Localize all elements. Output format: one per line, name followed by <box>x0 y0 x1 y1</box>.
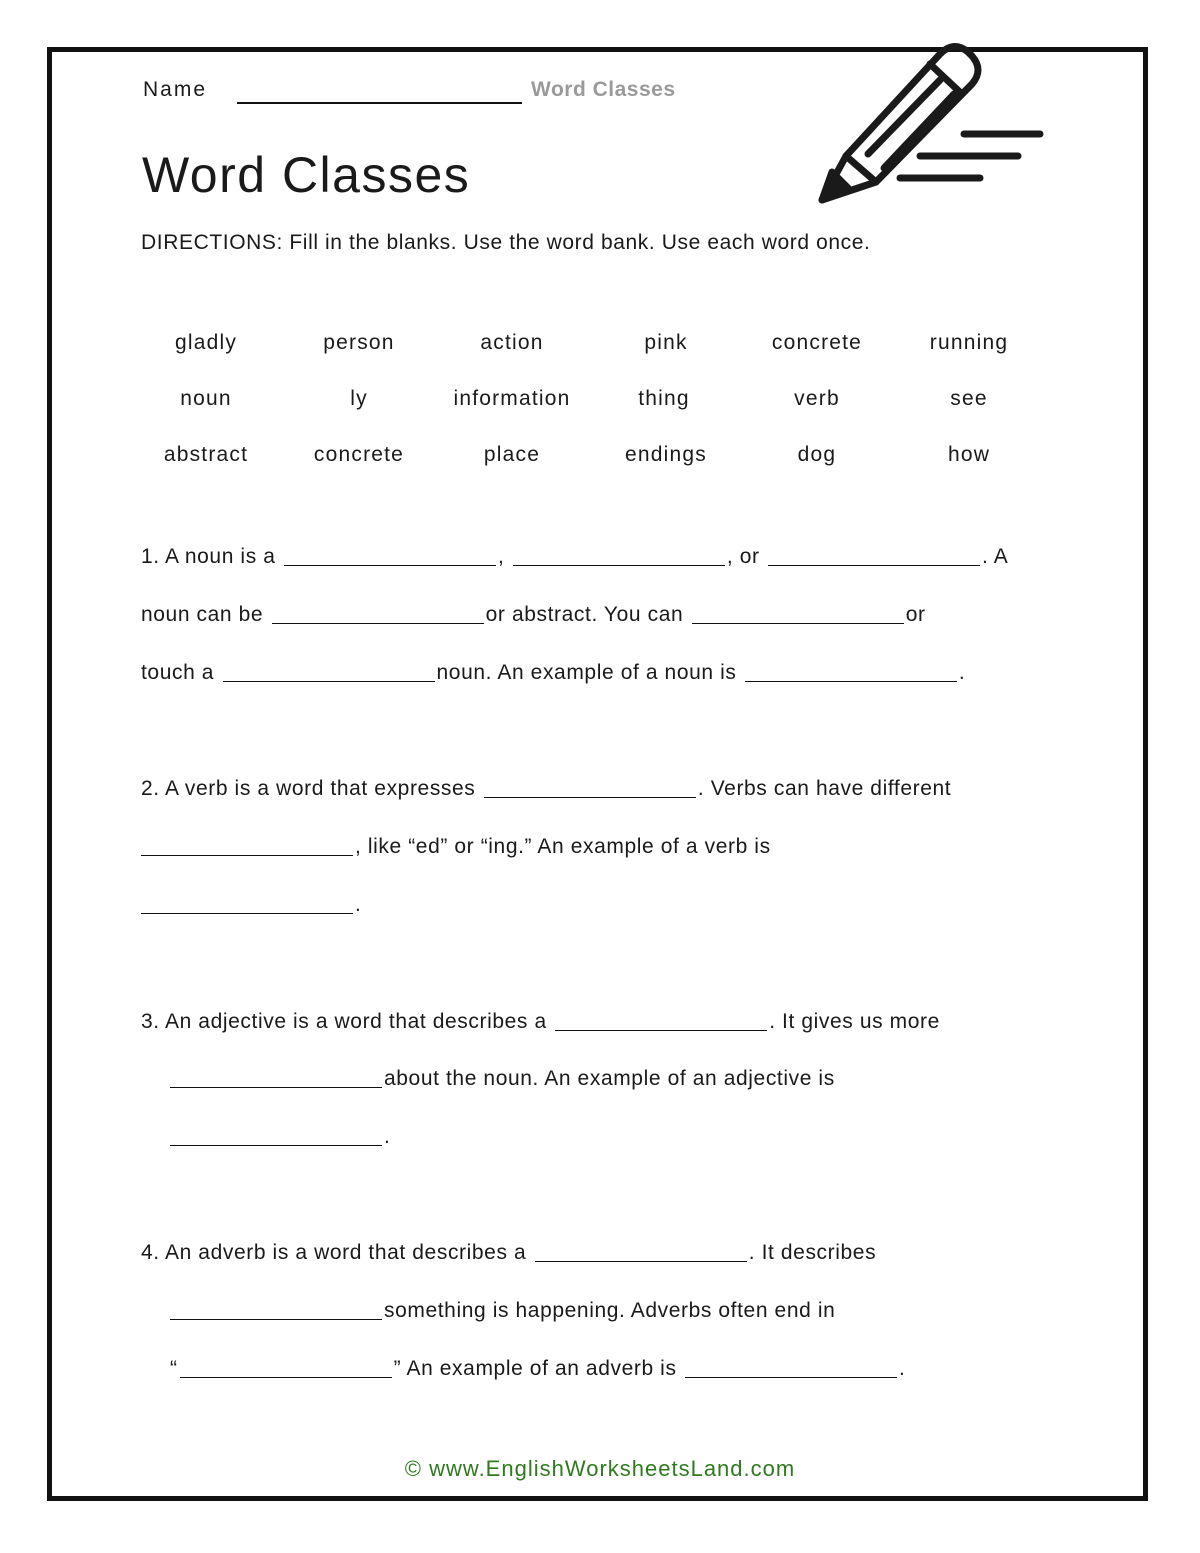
header-tag: Word Classes <box>531 78 676 101</box>
answer-blank[interactable] <box>223 680 435 682</box>
word-bank-item: action <box>480 331 544 354</box>
answer-blank[interactable] <box>141 854 353 856</box>
name-label: Name <box>143 78 208 101</box>
answer-blank[interactable] <box>692 622 904 624</box>
question-line <box>141 778 951 799</box>
question-line <box>141 1242 876 1263</box>
question-text: . It gives us more <box>769 1010 940 1033</box>
question-line <box>141 662 965 683</box>
question-text: . <box>958 661 966 684</box>
question-text: touch a <box>141 661 215 684</box>
question-text: 1. A noun is a <box>141 545 276 568</box>
question-text: , <box>497 545 505 568</box>
word-bank-item: see <box>950 387 988 410</box>
answer-blank[interactable] <box>555 1029 767 1031</box>
question-text: noun can be <box>141 603 264 626</box>
word-bank-item: endings <box>625 443 707 466</box>
word-bank-item: pink <box>644 331 688 354</box>
question-text: , like “ed” or “ing.” An example of a verb is <box>355 835 771 858</box>
page-title: Word Classes <box>142 147 471 203</box>
word-bank-item: abstract <box>163 443 249 466</box>
answer-blank[interactable] <box>272 622 484 624</box>
answer-blank[interactable] <box>170 1318 382 1320</box>
question-text: ” An example of an adverb is <box>393 1357 677 1380</box>
question-line <box>170 1126 390 1147</box>
question-line <box>141 1011 940 1032</box>
question-text: . Verbs can have different <box>697 777 952 800</box>
answer-blank[interactable] <box>535 1260 747 1262</box>
question-text: . A <box>982 545 1009 568</box>
word-bank-item: ly <box>350 387 368 410</box>
directions-text: DIRECTIONS: Fill in the blanks. Use the word bank. Use each word once. <box>141 231 871 254</box>
question-line <box>141 604 926 625</box>
answer-blank[interactable] <box>170 1144 382 1146</box>
footer-copyright[interactable]: © www.EnglishWorksheetsLand.com <box>404 1456 796 1481</box>
answer-blank[interactable] <box>170 1086 382 1088</box>
word-bank-item: noun <box>180 387 232 410</box>
question-text: . <box>384 1125 391 1148</box>
question-line <box>170 1300 835 1321</box>
word-bank-item: person <box>323 331 395 354</box>
question-text: , or <box>726 545 760 568</box>
question-text: 3. An adjective is a word that describes a <box>141 1010 547 1033</box>
answer-blank[interactable] <box>180 1376 392 1378</box>
answer-blank[interactable] <box>745 680 957 682</box>
name-input-line[interactable] <box>237 102 522 104</box>
question-line <box>170 1358 905 1379</box>
word-bank-item: running <box>929 331 1009 354</box>
question-text: 2. A verb is a word that expresses <box>141 777 476 800</box>
question-text: . It describes <box>748 1241 877 1264</box>
question-text: something is happening. Adverbs often end in <box>384 1299 836 1322</box>
page-border <box>47 47 1148 1501</box>
pencil-icon <box>812 32 1052 212</box>
question-text: or <box>905 603 926 626</box>
answer-blank[interactable] <box>685 1376 897 1378</box>
question-text: noun. An example of a noun is <box>436 661 737 684</box>
question-line <box>141 894 361 915</box>
question-line <box>141 836 771 857</box>
question-text: about the noun. An example of an adjective is <box>384 1067 835 1090</box>
word-bank-item: place <box>483 443 541 466</box>
answer-blank[interactable] <box>141 912 353 914</box>
question-text: 4. An adverb is a word that describes a <box>141 1241 527 1264</box>
question-text: . <box>898 1357 906 1380</box>
word-bank-item: thing <box>638 387 690 410</box>
answer-blank[interactable] <box>768 564 980 566</box>
question-text: . <box>355 893 362 916</box>
word-bank-item: verb <box>794 387 840 410</box>
answer-blank[interactable] <box>484 796 696 798</box>
word-bank-item: concrete <box>313 443 405 466</box>
question-line <box>170 1068 835 1089</box>
word-bank-item: dog <box>797 443 837 466</box>
question-text: “ <box>170 1357 178 1380</box>
answer-blank[interactable] <box>513 564 725 566</box>
word-bank-item: gladly <box>174 331 238 354</box>
word-bank-item: how <box>947 443 991 466</box>
answer-blank[interactable] <box>284 564 496 566</box>
question-text: or abstract. You can <box>485 603 684 626</box>
word-bank-item: information <box>453 387 571 410</box>
word-bank-item: concrete <box>771 331 863 354</box>
question-line <box>141 546 1008 567</box>
